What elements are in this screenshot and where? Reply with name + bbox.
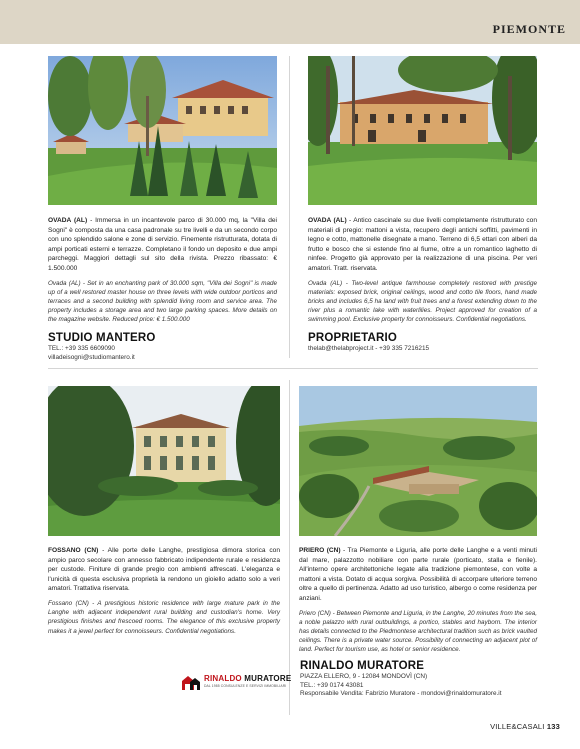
logo-wordmark: RINALDO MURATORE [204,674,292,683]
listing-1-text [48,216,277,325]
listing-photo-ovada-farmhouse [308,56,537,205]
listing-photo-priero [299,386,537,536]
magazine-name: VILLE&CASALI [490,722,545,731]
page-footer [490,722,560,731]
listing-3-english: Fossano (CN) - A prestigious historic residence with large mature park in the Langhe with adjacent independent rural building and custodian's home. Very prestigious finishes and frescoed rooms. The elegance of this exclusive property makes it a jewel perfect for connoisseurs. Confidential negotiations. [48,599,280,635]
listing-3-description: FOSSANO (CN) - Alle porte delle Langhe, prestigiosa dimora storica con ampio parco secolare con annesso fabbricato indipendente rurale e residenza per custode. Finiture di grande pregio con ambienti affrescati. L'eleganza e l'unicità di questa esclusiva proprietà la rendono un gioiello adatto solo a veri amatori. Trattativa riservata. [48,547,280,593]
rinaldo-muratore-logo [182,674,292,692]
agency-email[interactable]: villadeisogni@studiomantero.it [48,353,135,361]
listing-1-english: Ovada (AL) - Set in an enchanting park of 30.000 sqm, "Villa dei Sogni" is made up of a well restored master house on three levels with wide outdoor porticos and terraces and a second building with splendid living room and service area. The property includes a storage area and two large parking spaces. More details on the magazine website. Reduced price: € 1.500.000 [48,279,277,324]
listing-3-text [48,546,280,636]
agency-sales-contact[interactable]: Responsabile Vendita: Fabrizio Muratore - mondovi@rinaldomuratore.it [300,690,502,698]
region-title: PIEMONTE [492,22,566,36]
house-logo-icon [182,675,200,690]
listing-4-english: Priero (CN) - Between Piemonte and Liguria, in the Langhe, 20 minutes from the sea, a noble palazzo with rural outbuildings, a portico, stables and hayborn. The interior has details connected to the Piedmontese architectural tradition such as brick vaulted ceilings. There is a private water source. Possibility of connecting an adjacent plot of land. Perfect for tourism use, as hotel or senior residence. [299,609,537,654]
listing-4-description: PRIERO (CN) - Tra Piemonte e Liguria, alle porte delle Langhe e a venti minuti dal mare, palazzotto nobiliare con parte rurale (porticato, stalla e fienile). All'interno opere architettoniche legate alla tradizione piemontese, con volte a mattoni a vista. Dotato di acqua sorgiva. Possibilità di accorpare ulteriore terreno oltre a quello di pertinenza. Adatto ad uso turistico, albergo o come residenza per anziani. [299,547,538,602]
listing-4-text [299,546,537,655]
agency-name: STUDIO MANTERO [48,332,156,344]
agency-phone: TEL.: +39 335 6609090 [48,345,115,352]
agency-name-muratore: RINALDO MURATORE [300,660,425,672]
listing-4-contact [300,660,540,699]
header-band [0,0,580,44]
listing-photo-villa-dei-sogni [48,56,277,205]
agency-address: PIAZZA ELLERO, 9 - 12084 MONDOVÌ (CN) [300,673,428,680]
logo-tagline: DAL 1985 CONSULENZE E SERVIZI IMMOBILIARI [204,684,287,688]
column-divider-bottom [289,380,290,715]
listing-photo-fossano [48,386,280,536]
page-number: 133 [546,722,560,731]
listing-1-contact [48,332,277,362]
agency-phone-muratore: TEL.: +39 0174 43081 [300,681,364,689]
listing-2-description: OVADA (AL) - Antico cascinale su due livelli completamente ristrutturato con materiali di pregio: mattoni a vista, recupero degli antichi soffitti, pavimenti in legno e cotto, mattonelle disegnate a mano. Terreno di 6,5 ettari con alberi da frutto e bosco che si estende fino al fiume, oltre a un romantico laghetto di ninfee. Progetto già approvato per la realizzazione di una piscina. Per veri amatori. Tratt. riservata. [308,217,537,272]
owner-contact[interactable]: thelab@thelabproject.it - +39 335 7216215 [308,345,430,352]
listing-2-contact [308,332,537,354]
section-divider [48,368,538,369]
listing-2-english: Ovada (AL) - Two-level antique farmhouse completely restored with prestige materials: exposed brick, original ceilings, wood and cotto tile floors, hand made bricks and includes 6,5 ha land with fruit trees and a forest extending down to the river plus a romantic lake with waterlilies. Project approved for creation of a swimming pool. Exclusive property for connoisseurs. Confidential negotiations. [308,279,537,324]
owner-name: PROPRIETARIO [308,332,398,344]
listing-1-description: OVADA (AL) - Immersa in un incantevole parco di 30.000 mq, la "Villa dei Sogni" è composta da una casa padronale su tre livelli e da un secondo corpo con uno splendido salone e zone di servizio. Finemente ristrutturata, dotata di ampi porticati esterni e terrazze. Completano il fondo un deposito e due ampi parcheggi. Maggiori dettagli sul sito della rivista. Prezzo ribassato: € 1.500.000 [48,217,278,272]
listing-2-text [308,216,537,325]
column-divider-top [289,56,290,358]
